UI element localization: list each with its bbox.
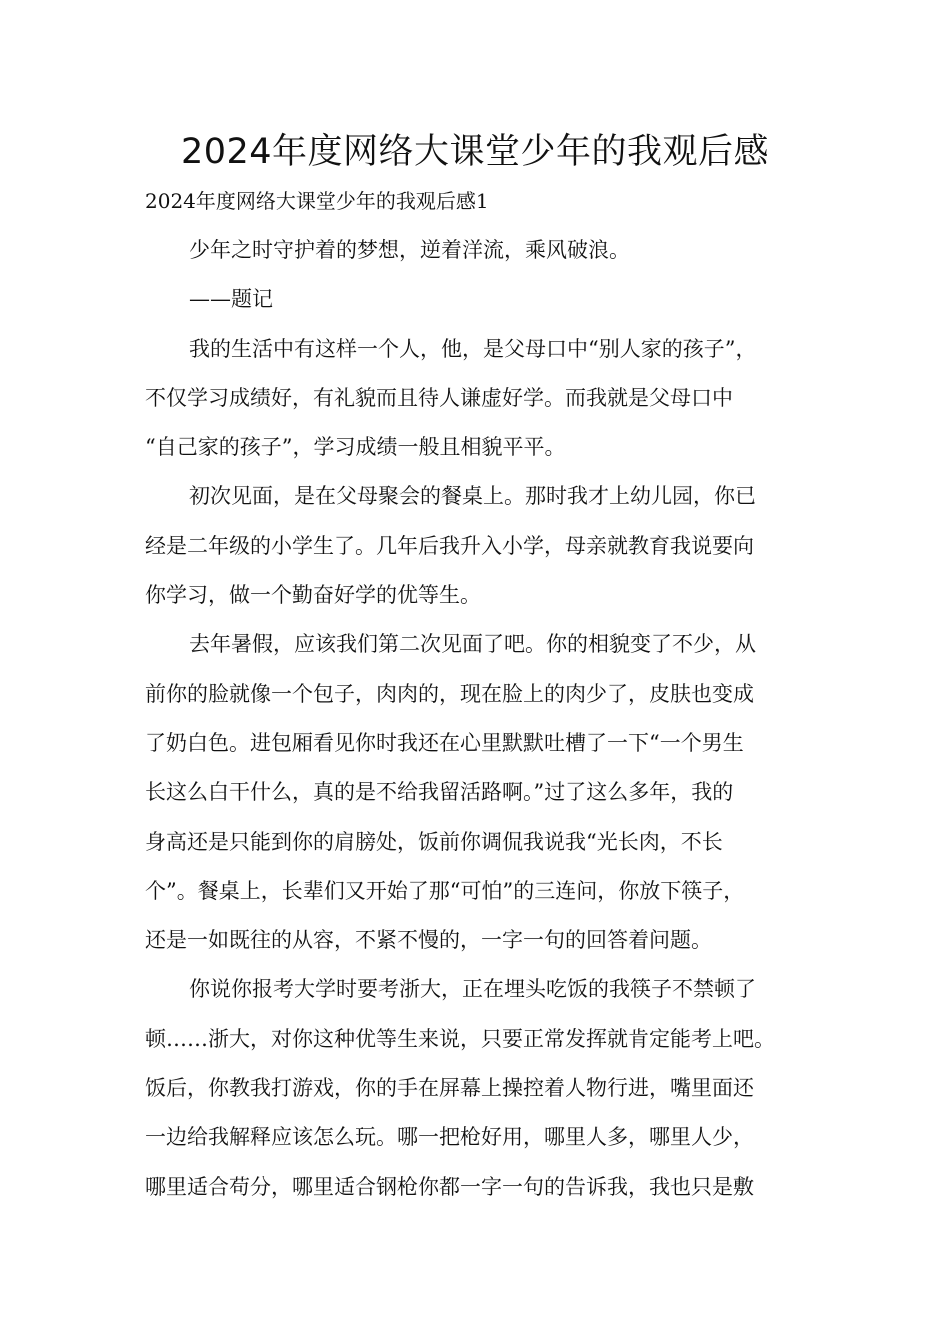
document-subtitle: 2024年度网络大课堂少年的我观后感1	[145, 189, 489, 213]
text-line: 个”。餐桌上，长辈们又开始了那“可怕”的三连问，你放下筷子，	[145, 878, 745, 903]
text-line: 经是二年级的小学生了。几年后我升入小学，母亲就教育我说要向	[145, 533, 754, 558]
text-line: ——题记	[189, 287, 273, 312]
text-line: 前你的脸就像一个包子，肉肉的，现在脸上的肉少了，皮肤也变成	[145, 681, 754, 706]
text-line: 去年暑假，应该我们第二次见面了吧。你的相貌变了不少，从	[189, 632, 756, 657]
text-line: 长这么白干什么，真的是不给我留活路啊。”过了这么多年，我的	[145, 780, 734, 805]
text-line: 身高还是只能到你的肩膀处，饭前你调侃我说我“光长肉，不长	[145, 829, 723, 854]
text-line: 哪里适合苟分，哪里适合钢枪你都一字一句的告诉我，我也只是敷	[145, 1174, 754, 1199]
text-line: 饭后，你教我打游戏，你的手在屏幕上操控着人物行进，嘴里面还	[145, 1076, 754, 1101]
text-line: 顿……浙大，对你这种优等生来说，只要正常发挥就肯定能考上吧。	[145, 1026, 775, 1051]
text-line: 我的生活中有这样一个人，他，是父母口中“别人家的孩子”，	[189, 336, 757, 361]
text-line: 少年之时守护着的梦想，逆着洋流，乘风破浪。	[189, 238, 630, 262]
text-line: 初次见面，是在父母聚会的餐桌上。那时我才上幼儿园，你已	[189, 484, 756, 509]
text-line: 还是一如既往的从容，不紧不慢的，一字一句的回答着问题。	[145, 928, 712, 953]
text-line: 了奶白色。进包厢看见你时我还在心里默默吐槽了一下“一个男生	[145, 730, 744, 755]
text-line: 你学习，做一个勤奋好学的优等生。	[145, 583, 481, 608]
text-line: “自己家的孩子”，学习成绩一般且相貌平平。	[145, 435, 566, 460]
document-title: 2024年度网络大课堂少年的我观后感	[180, 132, 770, 172]
document-body	[145, 233, 825, 1219]
text-line: 一边给我解释应该怎么玩。哪一把枪好用，哪里人多，哪里人少，	[145, 1125, 754, 1150]
text-line: 不仅学习成绩好，有礼貌而且待人谦虚好学。而我就是父母口中	[145, 385, 733, 410]
text-line: 你说你报考大学时要考浙大，正在埋头吃饭的我筷子不禁顿了	[189, 977, 756, 1002]
